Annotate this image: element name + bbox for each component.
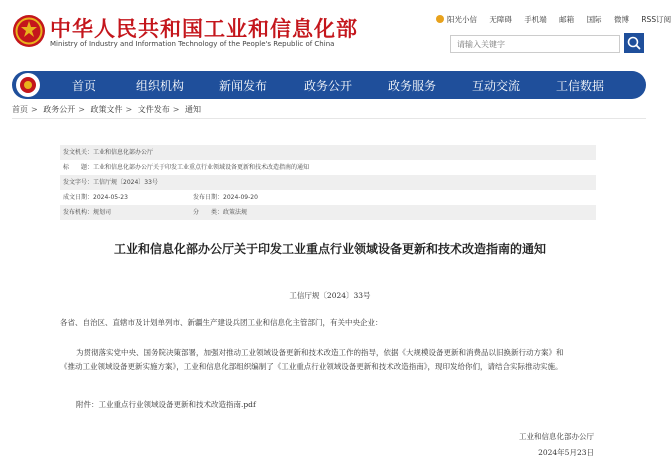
body-paragraph-line-2: 《推动工业领域设备更新实施方案》，工业和信息化部组织编制了《工业重点行业领域设备更新和技术改造指南》，现印发给你们，请结合实际推动实施。	[60, 362, 563, 371]
breadcrumb-notice[interactable]: 通知	[185, 105, 201, 114]
meta-published-value: 2024-09-20	[223, 194, 258, 201]
top-link-mail[interactable]: 邮箱	[559, 15, 575, 24]
top-link-international[interactable]: 国际	[586, 15, 602, 24]
nav-item-organization[interactable]: 组织机构	[136, 79, 185, 93]
document-meta-table	[60, 145, 596, 220]
meta-published-label: 发布日期：	[193, 194, 224, 201]
top-link-mobile[interactable]: 手机端	[524, 15, 547, 24]
nav-item-data[interactable]: 工信数据	[556, 79, 605, 93]
national-emblem-icon[interactable]	[12, 14, 46, 48]
document-number: 工信厅规〔2024〕33号	[289, 291, 371, 300]
site-subtitle: Ministry of Industry and Information Technology of the People's Republic of China	[50, 40, 335, 48]
divider	[12, 118, 646, 119]
meta-created-label: 成文日期：	[63, 194, 94, 201]
site-header	[0, 0, 671, 66]
meta-row-publisher	[60, 205, 596, 220]
meta-issuer-value: 工业和信息化部办公厅	[93, 149, 154, 156]
breadcrumb-home[interactable]: 首页	[12, 105, 28, 114]
meta-category-value: 政策法规	[223, 209, 248, 216]
meta-number-value: 工信厅规〔2024〕33号	[93, 179, 158, 186]
meta-row-number	[60, 175, 596, 190]
top-link-rss[interactable]: RSS订阅	[641, 15, 671, 24]
meta-title-label: 标 题：	[63, 164, 94, 171]
meta-row-dates	[60, 190, 596, 205]
top-link-sunshine[interactable]: 阳光小信	[436, 15, 477, 24]
search-button[interactable]	[624, 33, 644, 53]
meta-row-issuer	[60, 145, 596, 160]
salutation: 各省、自治区、直辖市及计划单列市、新疆生产建设兵团工业和信息化主管部门，有关中央企业：	[60, 318, 383, 327]
signature-date: 2024年5月23日	[538, 448, 594, 457]
meta-created-value: 2024-05-23	[93, 194, 128, 201]
search-input[interactable]	[450, 35, 620, 53]
body-paragraph-line-1: 为贯彻落实党中央、国务院决策部署，加强对推动工业领域设备更新和技术改造工作的指导，依据《大规模设备更新和消费品以旧换新行动方案》和	[76, 348, 564, 357]
document-title: 工业和信息化部办公厅关于印发工业重点行业领域设备更新和技术改造指南的通知	[113, 242, 546, 256]
nav-item-services[interactable]: 政务服务	[388, 79, 437, 93]
breadcrumb-release[interactable]: 文件发布	[137, 105, 170, 114]
sun-icon	[436, 15, 444, 23]
attachment-link[interactable]: 附件：工业重点行业领域设备更新和技术改造指南.pdf	[76, 400, 256, 409]
meta-publisher-label: 发布机构：	[63, 209, 94, 216]
top-links	[436, 14, 671, 25]
site-title[interactable]: 中华人民共和国工业和信息化部	[50, 17, 358, 41]
meta-publisher-value: 规划司	[93, 209, 112, 216]
meta-category-label: 分 类：	[193, 209, 224, 216]
main-nav	[12, 71, 646, 99]
breadcrumb: 首页 > 政务公开 > 政策文件 > 文件发布 > 通知	[12, 105, 201, 114]
top-link-accessibility[interactable]: 无障碍	[489, 15, 512, 24]
nav-item-interaction[interactable]: 互动交流	[472, 79, 521, 93]
breadcrumb-policy[interactable]: 政策文件	[90, 105, 123, 114]
meta-number-label: 发文字号：	[63, 179, 94, 186]
nav-item-gov-affairs[interactable]: 政务公开	[304, 79, 353, 93]
signature-org: 工业和信息化部办公厅	[519, 432, 594, 441]
meta-issuer-label: 发文机关：	[63, 149, 94, 156]
meta-title-value: 工业和信息化部办公厅关于印发工业重点行业领域设备更新和技术改造指南的通知	[93, 164, 310, 171]
top-link-weibo[interactable]: 微博	[613, 15, 629, 24]
nav-item-home[interactable]: 首页	[72, 79, 97, 93]
miit-logo-icon[interactable]	[16, 73, 40, 97]
search-icon	[624, 33, 644, 53]
nav-item-news[interactable]: 新闻发布	[219, 79, 268, 93]
meta-row-title	[60, 160, 596, 175]
breadcrumb-gov-affairs[interactable]: 政务公开	[43, 105, 76, 114]
